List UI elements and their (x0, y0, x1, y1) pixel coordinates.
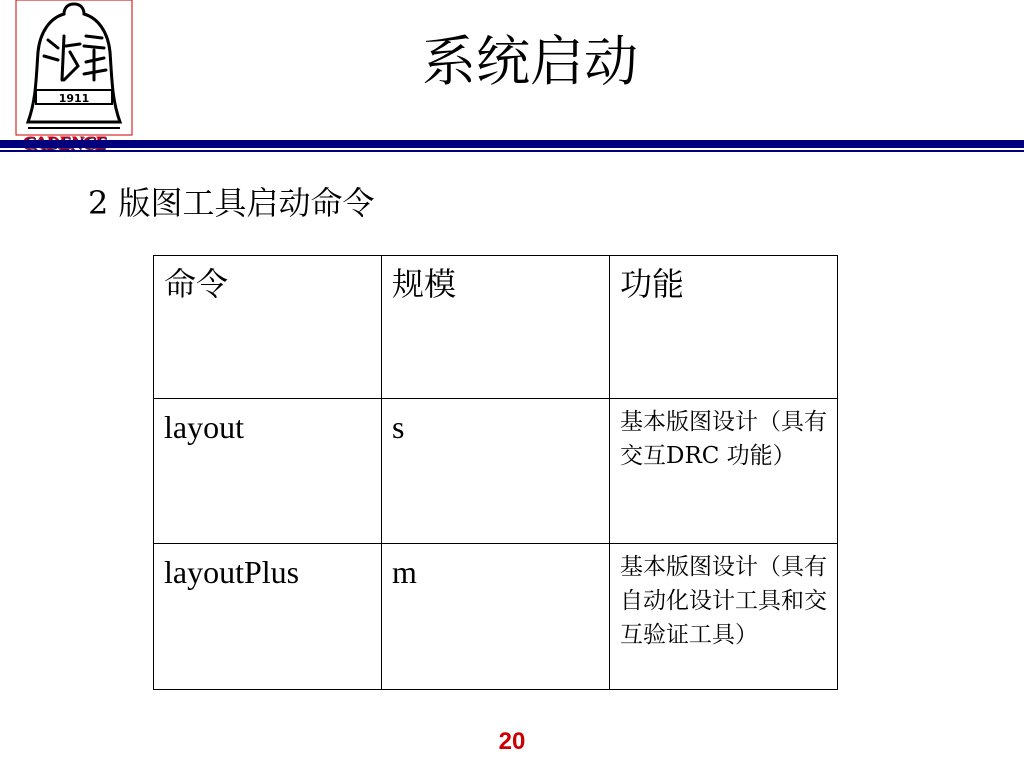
header-function: 功能 (610, 256, 838, 399)
table-row (154, 399, 838, 544)
table-row (154, 544, 838, 690)
function-cell: 基本版图设计（具有交互DRC 功能） (610, 399, 838, 544)
function-cell: 基本版图设计（具有自动化设计工具和交互验证工具） (610, 544, 838, 690)
bell-seal-icon (14, 0, 134, 140)
header-rule-thick (0, 140, 1024, 148)
scale-cell: s (382, 399, 610, 544)
header-rule-thin (0, 150, 1024, 152)
header-scale: 规模 (382, 256, 610, 399)
slide-title: 系统启动 (422, 30, 638, 93)
command-table (153, 255, 838, 690)
table-header-row (154, 256, 838, 399)
scale-cell: m (382, 544, 610, 690)
seal-year: 1911 (58, 92, 90, 105)
command-cell: layoutPlus (154, 544, 382, 690)
header-command: 命令 (154, 256, 382, 399)
slide-subtitle: 2 版图工具启动命令 (88, 184, 375, 222)
page-number: 20 (498, 728, 526, 755)
command-cell: layout (154, 399, 382, 544)
